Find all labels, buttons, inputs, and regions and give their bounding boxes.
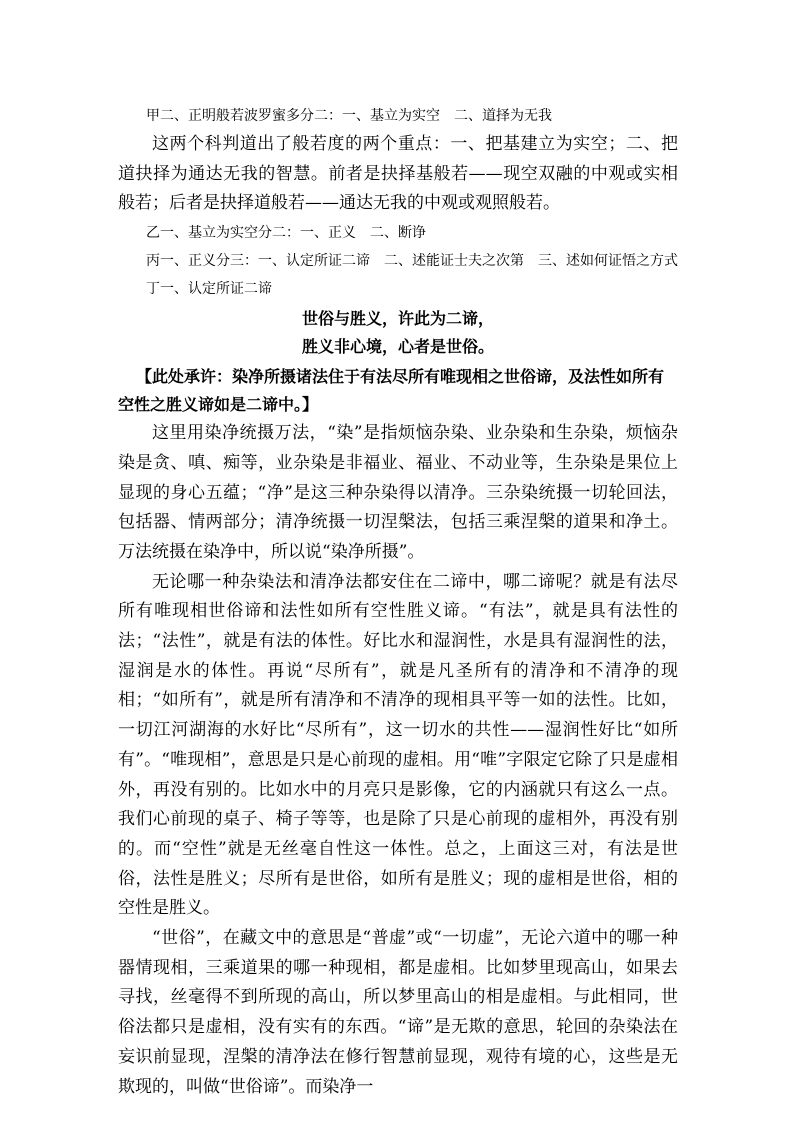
outline-heading-ding1: 丁一、认定所证二谛 xyxy=(146,281,272,298)
verse-line-2: 胜义非心境，心者是世俗。 xyxy=(301,337,494,357)
paragraph-3: 无论哪一种杂染法和清净法都安住在二谛中，哪二谛呢？就是有法尽所有唯现相世俗谛和法性如所有空性胜义谛。“有法”，就是具有法性的法；“法性”，就是有法的体性。好比水和湿润性，水是具有湿润性的法，湿润是水的体性。再说“尽所有”，就是凡圣所有的清净和不清净的现相；“如所有”，就是所有清净和不清净的现相具平等一如的法性。比如，一切江河湖海的水好比“尽所有”，这一切水的共性——湿润性好比“如所有”。“唯现相”，意思是只是心前现的虚相。用“唯”字限定它除了只是虚相外，再没有别的。比如水中的月亮只是影像，它的内涵就只有这么一点。我们心前现的桌子、椅子等等，也是除了只是心前现的虚相外，再没有别的。而“空性”就是无丝毫自性这一体性。总之，上面这三对，有法是世俗，法性是胜义；尽所有是世俗，如所有是胜义；现的虚相是世俗，相的空性是胜义。 xyxy=(118,571,678,919)
verse-line-1: 世俗与胜义，许此为二谛， xyxy=(301,309,494,329)
outline-heading-jia2: 甲二、正明般若波罗蜜多分二：一、基立为实空 二、道择为无我 xyxy=(146,108,552,124)
root-verse xyxy=(118,305,678,361)
outline-heading-yi1: 乙一、基立为实空分二：一、正义 二、断诤 xyxy=(146,225,426,242)
paragraph-1: 这两个科判道出了般若度的两个重点：一、把基建立为实空；二、把道抉择为通达无我的智慧。前者是抉择基般若——现空双融的中观或实相般若；后者是抉择道般若——通达无我的中观或观照般若。 xyxy=(118,134,678,214)
paragraph-4: “世俗”，在藏文中的意思是“普虚”或“一切虚”，无论六道中的哪一种器情现相，三乘道果的哪一种现相，都是虚相。比如梦里现高山，如果去寻找，丝毫得不到所现的高山，所以梦里高山的相是虚相。与此相同，世俗法都只是虚相，没有实有的东西。“谛”是无欺的意思，轮回的杂染法在妄识前显现，涅槃的清净法在修行智慧前显现，观待有境的心，这些是无欺现的，叫做“世俗谛”。而染净一 xyxy=(118,928,678,1097)
paragraph-2: 这里用染净统摄万法，“染”是指烦恼杂染、业杂染和生杂染，烦恼杂染是贪、嗔、痴等，业杂染是非福业、福业、不动业等，生杂染是果位上显现的身心五蕴；“净”是这三种杂染得以清净。三杂染统摄一切轮回法，包括器、情两部分；清净统摄一切涅槃法，包括三乘涅槃的道果和净土。万法统摄在染净中，所以说“染净所摄”。 xyxy=(118,423,678,562)
outline-heading-bing1: 丙一、正义分三：一、认定所证二谛 二、述能证士夫之次第 三、述如何证悟之方式 xyxy=(146,253,678,270)
document-page xyxy=(118,102,678,1102)
commentary-note: 【此处承许：染净所摄诸法住于有法尽所有唯现相之世俗谛，及法性如所有空性之胜义谛如是二谛中。】 xyxy=(118,367,665,415)
